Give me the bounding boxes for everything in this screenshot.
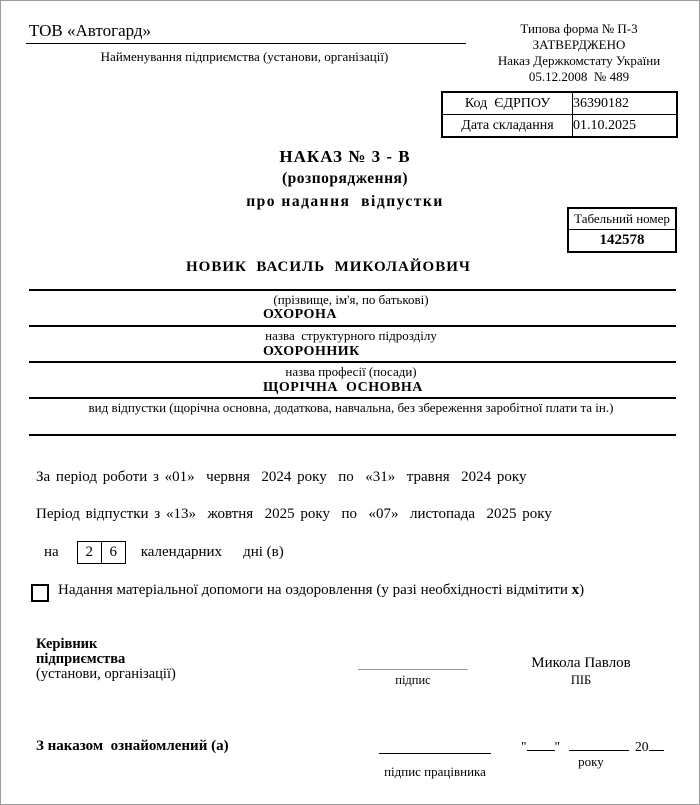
director-block <box>36 637 176 682</box>
tab-number-value: 142578 <box>569 229 675 251</box>
days-unit: календарних <box>140 544 223 560</box>
work-period-line: За період роботи з «01» червня 2024 року по «31» травня 2024 року <box>36 469 527 485</box>
table-row <box>442 115 677 138</box>
profession-value: ОХОРОННИК <box>263 344 360 359</box>
days-prefix: на <box>44 544 59 560</box>
form-approval-block <box>471 21 687 85</box>
field-line <box>29 289 676 291</box>
name-caption: (прізвище, ім'я, по батькові) <box>273 292 429 307</box>
material-aid-checkbox[interactable] <box>31 584 49 602</box>
vacation-type-value: ЩОРІЧНА ОСНОВНА <box>263 380 423 395</box>
quote-open: " <box>521 739 527 754</box>
tab-number-label: Табельний номер <box>574 211 670 226</box>
days-digit-ones: 6 <box>101 542 125 563</box>
table-row <box>442 92 677 115</box>
ack-date-row <box>521 737 664 755</box>
approval-order: Наказ Держкомстату України <box>497 53 661 68</box>
field-line <box>29 397 676 399</box>
year-caption: року <box>578 754 604 769</box>
employee-signature-line <box>379 753 491 754</box>
director-name-caption: ПІБ <box>570 673 592 687</box>
material-aid-close: ) <box>579 582 585 598</box>
edrpou-value: 36390182 <box>573 92 678 115</box>
profession-caption: назва професії (посади) <box>285 364 417 379</box>
director-line2: підприємства <box>36 651 126 667</box>
year-blank-line <box>649 737 664 751</box>
material-aid-mark: х <box>571 582 580 598</box>
director-line3: (установи, організації) <box>36 666 176 682</box>
company-name-caption: Найменування підприємства (установи, організації) <box>100 49 389 64</box>
vacation-type-caption: вид відпустки (щорічна основна, додаткова, навчальна, без збереження заробітної плати та ін.) <box>88 400 614 415</box>
employee-name: НОВИК ВАСИЛЬ МИКОЛАЙОВИЧ <box>186 259 471 275</box>
form-number: Типова форма № П-3 <box>520 21 638 36</box>
director-name: Микола Павлов <box>531 655 631 671</box>
order-title: НАКАЗ № 3 - В <box>279 147 411 166</box>
edrpou-label: Код ЄДРПОУ <box>442 92 573 115</box>
quote-close: " <box>554 739 561 754</box>
material-aid-row <box>31 582 584 602</box>
days-suffix: дні (в) <box>243 544 284 560</box>
tab-number-box <box>567 207 677 253</box>
info-table <box>441 91 678 138</box>
field-line <box>29 434 676 436</box>
department-value: ОХОРОНА <box>263 307 337 322</box>
acknowledgment-label: З наказом ознайомлений (а) <box>36 738 229 754</box>
month-blank-line <box>569 737 629 751</box>
field-line <box>29 361 676 363</box>
material-aid-text: Надання матеріальної допомоги на оздоровлення (у разі необхідності відмітити <box>58 582 572 598</box>
employee-signature-caption: підпис працівника <box>384 764 486 779</box>
director-line1: Керівник <box>36 636 98 652</box>
vacation-period-line: Період відпустки з «13» жовтня 2025 року по «07» листопада 2025 року <box>36 506 552 522</box>
director-signature-line <box>358 669 468 670</box>
days-digit-tens: 2 <box>85 544 93 560</box>
day-blank-line <box>527 737 555 751</box>
company-name: ТОВ «Автогард» <box>26 21 466 44</box>
director-signature-caption: підпис <box>395 673 431 687</box>
order-subtitle: (розпорядження) <box>281 170 409 187</box>
field-line <box>29 325 676 327</box>
approval-date: 05.12.2008 № 489 <box>528 69 630 84</box>
year-prefix: 20 <box>635 739 649 754</box>
date-label: Дата складання <box>442 115 573 138</box>
material-aid-label <box>58 582 584 599</box>
days-row <box>44 541 284 564</box>
approved-label: ЗАТВЕРДЖЕНО <box>532 37 626 52</box>
order-subject: про надання відпустки <box>246 193 444 210</box>
days-count-box <box>77 541 126 564</box>
date-value: 01.10.2025 <box>573 115 678 138</box>
department-caption: назва структурного підрозділу <box>265 328 437 343</box>
